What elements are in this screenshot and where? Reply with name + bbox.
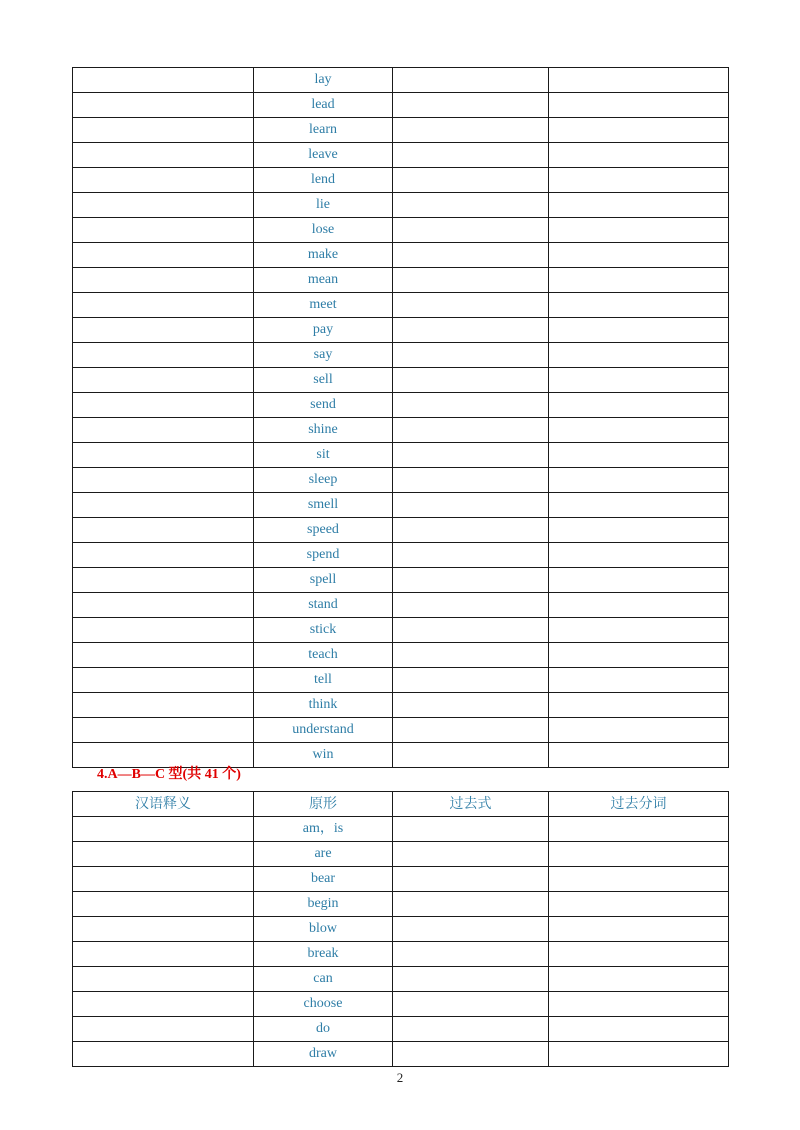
past-participle-cell[interactable] (549, 942, 729, 967)
chinese-meaning-cell[interactable] (73, 493, 254, 518)
base-form-cell: do (254, 1017, 393, 1042)
table-row (73, 218, 729, 243)
table-row (73, 368, 729, 393)
table-row (73, 942, 729, 967)
base-form-cell: mean (254, 268, 393, 293)
verb-table-abc (72, 791, 729, 1067)
past-tense-cell[interactable] (393, 518, 549, 543)
base-form-cell: meet (254, 293, 393, 318)
past-tense-cell[interactable] (393, 393, 549, 418)
past-participle-cell[interactable] (549, 168, 729, 193)
past-participle-cell[interactable] (549, 243, 729, 268)
past-tense-cell[interactable] (393, 967, 549, 992)
table-row (73, 718, 729, 743)
past-participle-cell[interactable] (549, 368, 729, 393)
chinese-meaning-cell[interactable] (73, 668, 254, 693)
past-participle-cell[interactable] (549, 293, 729, 318)
table-row (73, 418, 729, 443)
past-tense-cell[interactable] (393, 168, 549, 193)
table-row (73, 643, 729, 668)
past-tense-cell[interactable] (393, 942, 549, 967)
chinese-meaning-cell[interactable] (73, 418, 254, 443)
chinese-meaning-cell[interactable] (73, 593, 254, 618)
past-participle-cell[interactable] (549, 268, 729, 293)
chinese-meaning-cell[interactable] (73, 992, 254, 1017)
past-participle-cell[interactable] (549, 817, 729, 842)
past-participle-cell[interactable] (549, 318, 729, 343)
table-row (73, 842, 729, 867)
header-chinese-meaning: 汉语释义 (73, 792, 254, 817)
past-tense-cell[interactable] (393, 743, 549, 768)
base-form-cell: lend (254, 168, 393, 193)
table-row (73, 1017, 729, 1042)
past-tense-cell[interactable] (393, 867, 549, 892)
chinese-meaning-cell[interactable] (73, 643, 254, 668)
chinese-meaning-cell[interactable] (73, 718, 254, 743)
chinese-meaning-cell[interactable] (73, 892, 254, 917)
past-tense-cell[interactable] (393, 1042, 549, 1067)
table-row (73, 568, 729, 593)
table-row (73, 343, 729, 368)
chinese-meaning-cell[interactable] (73, 917, 254, 942)
base-form-cell: spell (254, 568, 393, 593)
header-base-form: 原形 (254, 792, 393, 817)
table-row (73, 143, 729, 168)
table-row (73, 917, 729, 942)
chinese-meaning-cell[interactable] (73, 243, 254, 268)
past-tense-cell[interactable] (393, 693, 549, 718)
table-row (73, 193, 729, 218)
base-form-cell: teach (254, 643, 393, 668)
chinese-meaning-cell[interactable] (73, 618, 254, 643)
chinese-meaning-cell[interactable] (73, 93, 254, 118)
chinese-meaning-cell[interactable] (73, 693, 254, 718)
table-row (73, 443, 729, 468)
table-row (73, 967, 729, 992)
base-form-cell: begin (254, 892, 393, 917)
page-number: 2 (396, 1070, 404, 1085)
table-row (73, 817, 729, 842)
chinese-meaning-cell[interactable] (73, 443, 254, 468)
chinese-meaning-cell[interactable] (73, 867, 254, 892)
base-form-cell: learn (254, 118, 393, 143)
past-tense-cell[interactable] (393, 418, 549, 443)
past-participle-cell[interactable] (549, 218, 729, 243)
base-form-cell: win (254, 743, 393, 768)
past-tense-cell[interactable] (393, 892, 549, 917)
chinese-meaning-cell[interactable] (73, 118, 254, 143)
past-tense-cell[interactable] (393, 318, 549, 343)
table-row (73, 168, 729, 193)
past-tense-cell[interactable] (393, 568, 549, 593)
past-participle-cell[interactable] (549, 1017, 729, 1042)
base-form-cell: stick (254, 618, 393, 643)
chinese-meaning-cell[interactable] (73, 193, 254, 218)
past-tense-cell[interactable] (393, 493, 549, 518)
past-tense-cell[interactable] (393, 643, 549, 668)
base-form-cell: shine (254, 418, 393, 443)
past-tense-cell[interactable] (393, 68, 549, 93)
table-row (73, 743, 729, 768)
past-participle-cell[interactable] (549, 568, 729, 593)
base-form-cell: leave (254, 143, 393, 168)
past-participle-cell[interactable] (549, 1042, 729, 1067)
base-form-cell: send (254, 393, 393, 418)
chinese-meaning-cell[interactable] (73, 518, 254, 543)
chinese-meaning-cell[interactable] (73, 967, 254, 992)
past-participle-cell[interactable] (549, 118, 729, 143)
base-form-cell: draw (254, 1042, 393, 1067)
past-tense-cell[interactable] (393, 917, 549, 942)
past-tense-cell[interactable] (393, 368, 549, 393)
past-participle-cell[interactable] (549, 992, 729, 1017)
base-form-cell: spend (254, 543, 393, 568)
past-participle-cell[interactable] (549, 418, 729, 443)
base-form-cell: sell (254, 368, 393, 393)
table-row (73, 668, 729, 693)
chinese-meaning-cell[interactable] (73, 268, 254, 293)
table-row (73, 468, 729, 493)
past-participle-cell[interactable] (549, 343, 729, 368)
base-form-cell: smell (254, 493, 393, 518)
base-form-cell: blow (254, 917, 393, 942)
table-row (73, 293, 729, 318)
chinese-meaning-cell[interactable] (73, 393, 254, 418)
past-participle-cell[interactable] (549, 718, 729, 743)
table-row (73, 543, 729, 568)
header-past-participle: 过去分词 (549, 792, 729, 817)
past-participle-cell[interactable] (549, 618, 729, 643)
table-row (73, 693, 729, 718)
past-participle-cell[interactable] (549, 892, 729, 917)
base-form-cell: lie (254, 193, 393, 218)
past-tense-cell[interactable] (393, 668, 549, 693)
chinese-meaning-cell[interactable] (73, 743, 254, 768)
base-form-cell: break (254, 942, 393, 967)
header-past-tense: 过去式 (393, 792, 549, 817)
past-participle-cell[interactable] (549, 743, 729, 768)
base-form-cell: tell (254, 668, 393, 693)
base-form-cell: speed (254, 518, 393, 543)
base-form-cell: make (254, 243, 393, 268)
past-tense-cell[interactable] (393, 817, 549, 842)
table-row (73, 268, 729, 293)
base-form-cell: bear (254, 867, 393, 892)
past-tense-cell[interactable] (393, 143, 549, 168)
past-tense-cell[interactable] (393, 593, 549, 618)
table-row (73, 992, 729, 1017)
past-tense-cell[interactable] (393, 268, 549, 293)
base-form-cell: understand (254, 718, 393, 743)
past-participle-cell[interactable] (549, 643, 729, 668)
past-participle-cell[interactable] (549, 518, 729, 543)
table-row (73, 393, 729, 418)
base-form-cell: say (254, 343, 393, 368)
chinese-meaning-cell[interactable] (73, 468, 254, 493)
past-participle-cell[interactable] (549, 393, 729, 418)
past-participle-cell[interactable] (549, 543, 729, 568)
past-participle-cell[interactable] (549, 493, 729, 518)
past-tense-cell[interactable] (393, 443, 549, 468)
table-row (73, 318, 729, 343)
past-tense-cell[interactable] (393, 992, 549, 1017)
past-participle-cell[interactable] (549, 68, 729, 93)
verb-table-ab-continued (72, 67, 729, 768)
chinese-meaning-cell[interactable] (73, 318, 254, 343)
past-participle-cell[interactable] (549, 842, 729, 867)
past-tense-cell[interactable] (393, 543, 549, 568)
base-form-cell: lead (254, 93, 393, 118)
table-row (73, 243, 729, 268)
table-row (73, 867, 729, 892)
past-tense-cell[interactable] (393, 718, 549, 743)
chinese-meaning-cell[interactable] (73, 543, 254, 568)
past-participle-cell[interactable] (549, 143, 729, 168)
past-participle-cell[interactable] (549, 668, 729, 693)
past-participle-cell[interactable] (549, 967, 729, 992)
past-tense-cell[interactable] (393, 243, 549, 268)
past-tense-cell[interactable] (393, 1017, 549, 1042)
past-participle-cell[interactable] (549, 593, 729, 618)
past-tense-cell[interactable] (393, 93, 549, 118)
past-tense-cell[interactable] (393, 618, 549, 643)
past-tense-cell[interactable] (393, 293, 549, 318)
base-form-cell: think (254, 693, 393, 718)
base-form-cell: lose (254, 218, 393, 243)
chinese-meaning-cell[interactable] (73, 168, 254, 193)
past-participle-cell[interactable] (549, 468, 729, 493)
past-tense-cell[interactable] (393, 193, 549, 218)
base-form-cell: choose (254, 992, 393, 1017)
base-form-cell: am，is (254, 817, 393, 842)
section-title-abc-type: 4.A—B—C 型(共 41 个) (97, 767, 241, 782)
table-row (73, 118, 729, 143)
base-form-cell: sleep (254, 468, 393, 493)
table-header-row (73, 792, 729, 817)
past-participle-cell[interactable] (549, 917, 729, 942)
base-form-cell: lay (254, 68, 393, 93)
chinese-meaning-cell[interactable] (73, 368, 254, 393)
table-row (73, 493, 729, 518)
base-form-cell: are (254, 842, 393, 867)
table-row (73, 1042, 729, 1067)
past-tense-cell[interactable] (393, 468, 549, 493)
past-participle-cell[interactable] (549, 443, 729, 468)
table-row (73, 892, 729, 917)
past-tense-cell[interactable] (393, 842, 549, 867)
table-row (73, 593, 729, 618)
chinese-meaning-cell[interactable] (73, 218, 254, 243)
chinese-meaning-cell[interactable] (73, 817, 254, 842)
table-row (73, 518, 729, 543)
past-tense-cell[interactable] (393, 118, 549, 143)
table-row (73, 93, 729, 118)
table-row (73, 68, 729, 93)
chinese-meaning-cell[interactable] (73, 68, 254, 93)
base-form-cell: pay (254, 318, 393, 343)
base-form-cell: can (254, 967, 393, 992)
chinese-meaning-cell[interactable] (73, 568, 254, 593)
chinese-meaning-cell[interactable] (73, 1017, 254, 1042)
past-participle-cell[interactable] (549, 93, 729, 118)
chinese-meaning-cell[interactable] (73, 942, 254, 967)
base-form-cell: stand (254, 593, 393, 618)
chinese-meaning-cell[interactable] (73, 1042, 254, 1067)
chinese-meaning-cell[interactable] (73, 343, 254, 368)
past-participle-cell[interactable] (549, 693, 729, 718)
past-participle-cell[interactable] (549, 193, 729, 218)
past-tense-cell[interactable] (393, 218, 549, 243)
chinese-meaning-cell[interactable] (73, 143, 254, 168)
past-tense-cell[interactable] (393, 343, 549, 368)
base-form-cell: sit (254, 443, 393, 468)
chinese-meaning-cell[interactable] (73, 842, 254, 867)
table-row (73, 618, 729, 643)
chinese-meaning-cell[interactable] (73, 293, 254, 318)
past-participle-cell[interactable] (549, 867, 729, 892)
